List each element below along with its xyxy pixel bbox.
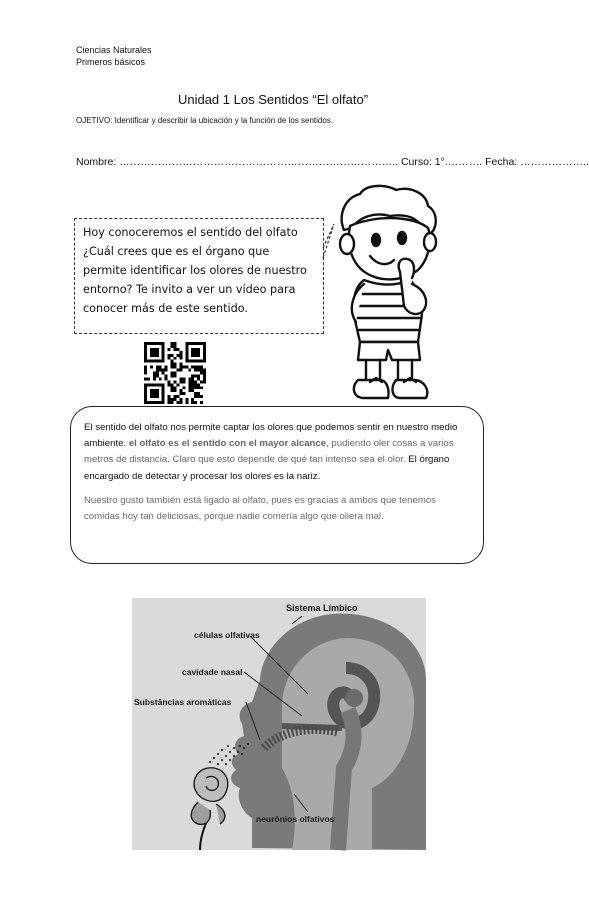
- label-nasal-cavity: cavidade nasal: [182, 667, 243, 677]
- name-field[interactable]: ……………………………………………………………………..: [119, 156, 399, 168]
- course-label: Curso: 1°: [400, 156, 445, 168]
- date-field[interactable]: ………………..: [520, 156, 589, 168]
- speech-bubble: Hoy conoceremos el sentido del olfato ¿Cuál crees que es el órgano que permite identificar los olores de nuestro entorno? Te invito a ver un vídeo para conocer más de este sentido.: [74, 218, 324, 334]
- student-info-line: [76, 156, 589, 168]
- name-label: Nombre:: [76, 156, 117, 168]
- olfato-info-box: [70, 406, 484, 564]
- boy-smelling-illustration: [330, 182, 446, 404]
- info-key-fact: El órgano encargado de detectar y procesar los olores es la nariz.: [84, 454, 450, 482]
- info-text-c: , pudiendo oler cosas a varios metros de distancia. Claro que esto depende de qué tan intenso sea el olor.: [84, 438, 454, 466]
- info-highlight: el olfato es el sentido con el mayor alcance: [128, 438, 327, 450]
- info-paragraph-2: Nuestro gusto también está ligado al olfato, pues es gracias a ambos que tenemos comidas hoy tan deliciosas, porque nadie comería algo que oliera mal.: [84, 494, 436, 523]
- olfactory-system-diagram: [132, 598, 426, 850]
- label-olfactory-cells: células olfativas: [194, 630, 260, 640]
- date-label: Fecha:: [485, 156, 518, 168]
- label-olfactory-neurons: neurônios olfativos: [256, 814, 335, 824]
- label-limbic-system: Sistema Límbico: [286, 603, 358, 613]
- subject-header: Ciencias Naturales: [76, 45, 152, 55]
- page-title: Unidad 1 Los Sentidos “El olfato”: [177, 92, 369, 107]
- level-header: Primeros básicos: [76, 57, 146, 67]
- course-field[interactable]: .……….: [444, 156, 483, 168]
- objective-text: OJETIVO: Identificar y describir la ubicación y la función de los sentidos.: [76, 116, 334, 125]
- label-aromatic-substances: Substâncias aromáticas: [134, 697, 232, 707]
- info-text-a: El sentido del olfato nos permite captar los olores que podemos sentir en nuestro medio ambiente.: [84, 422, 458, 450]
- info-paragraph-1: [84, 420, 471, 485]
- qr-code-icon[interactable]: [144, 342, 206, 404]
